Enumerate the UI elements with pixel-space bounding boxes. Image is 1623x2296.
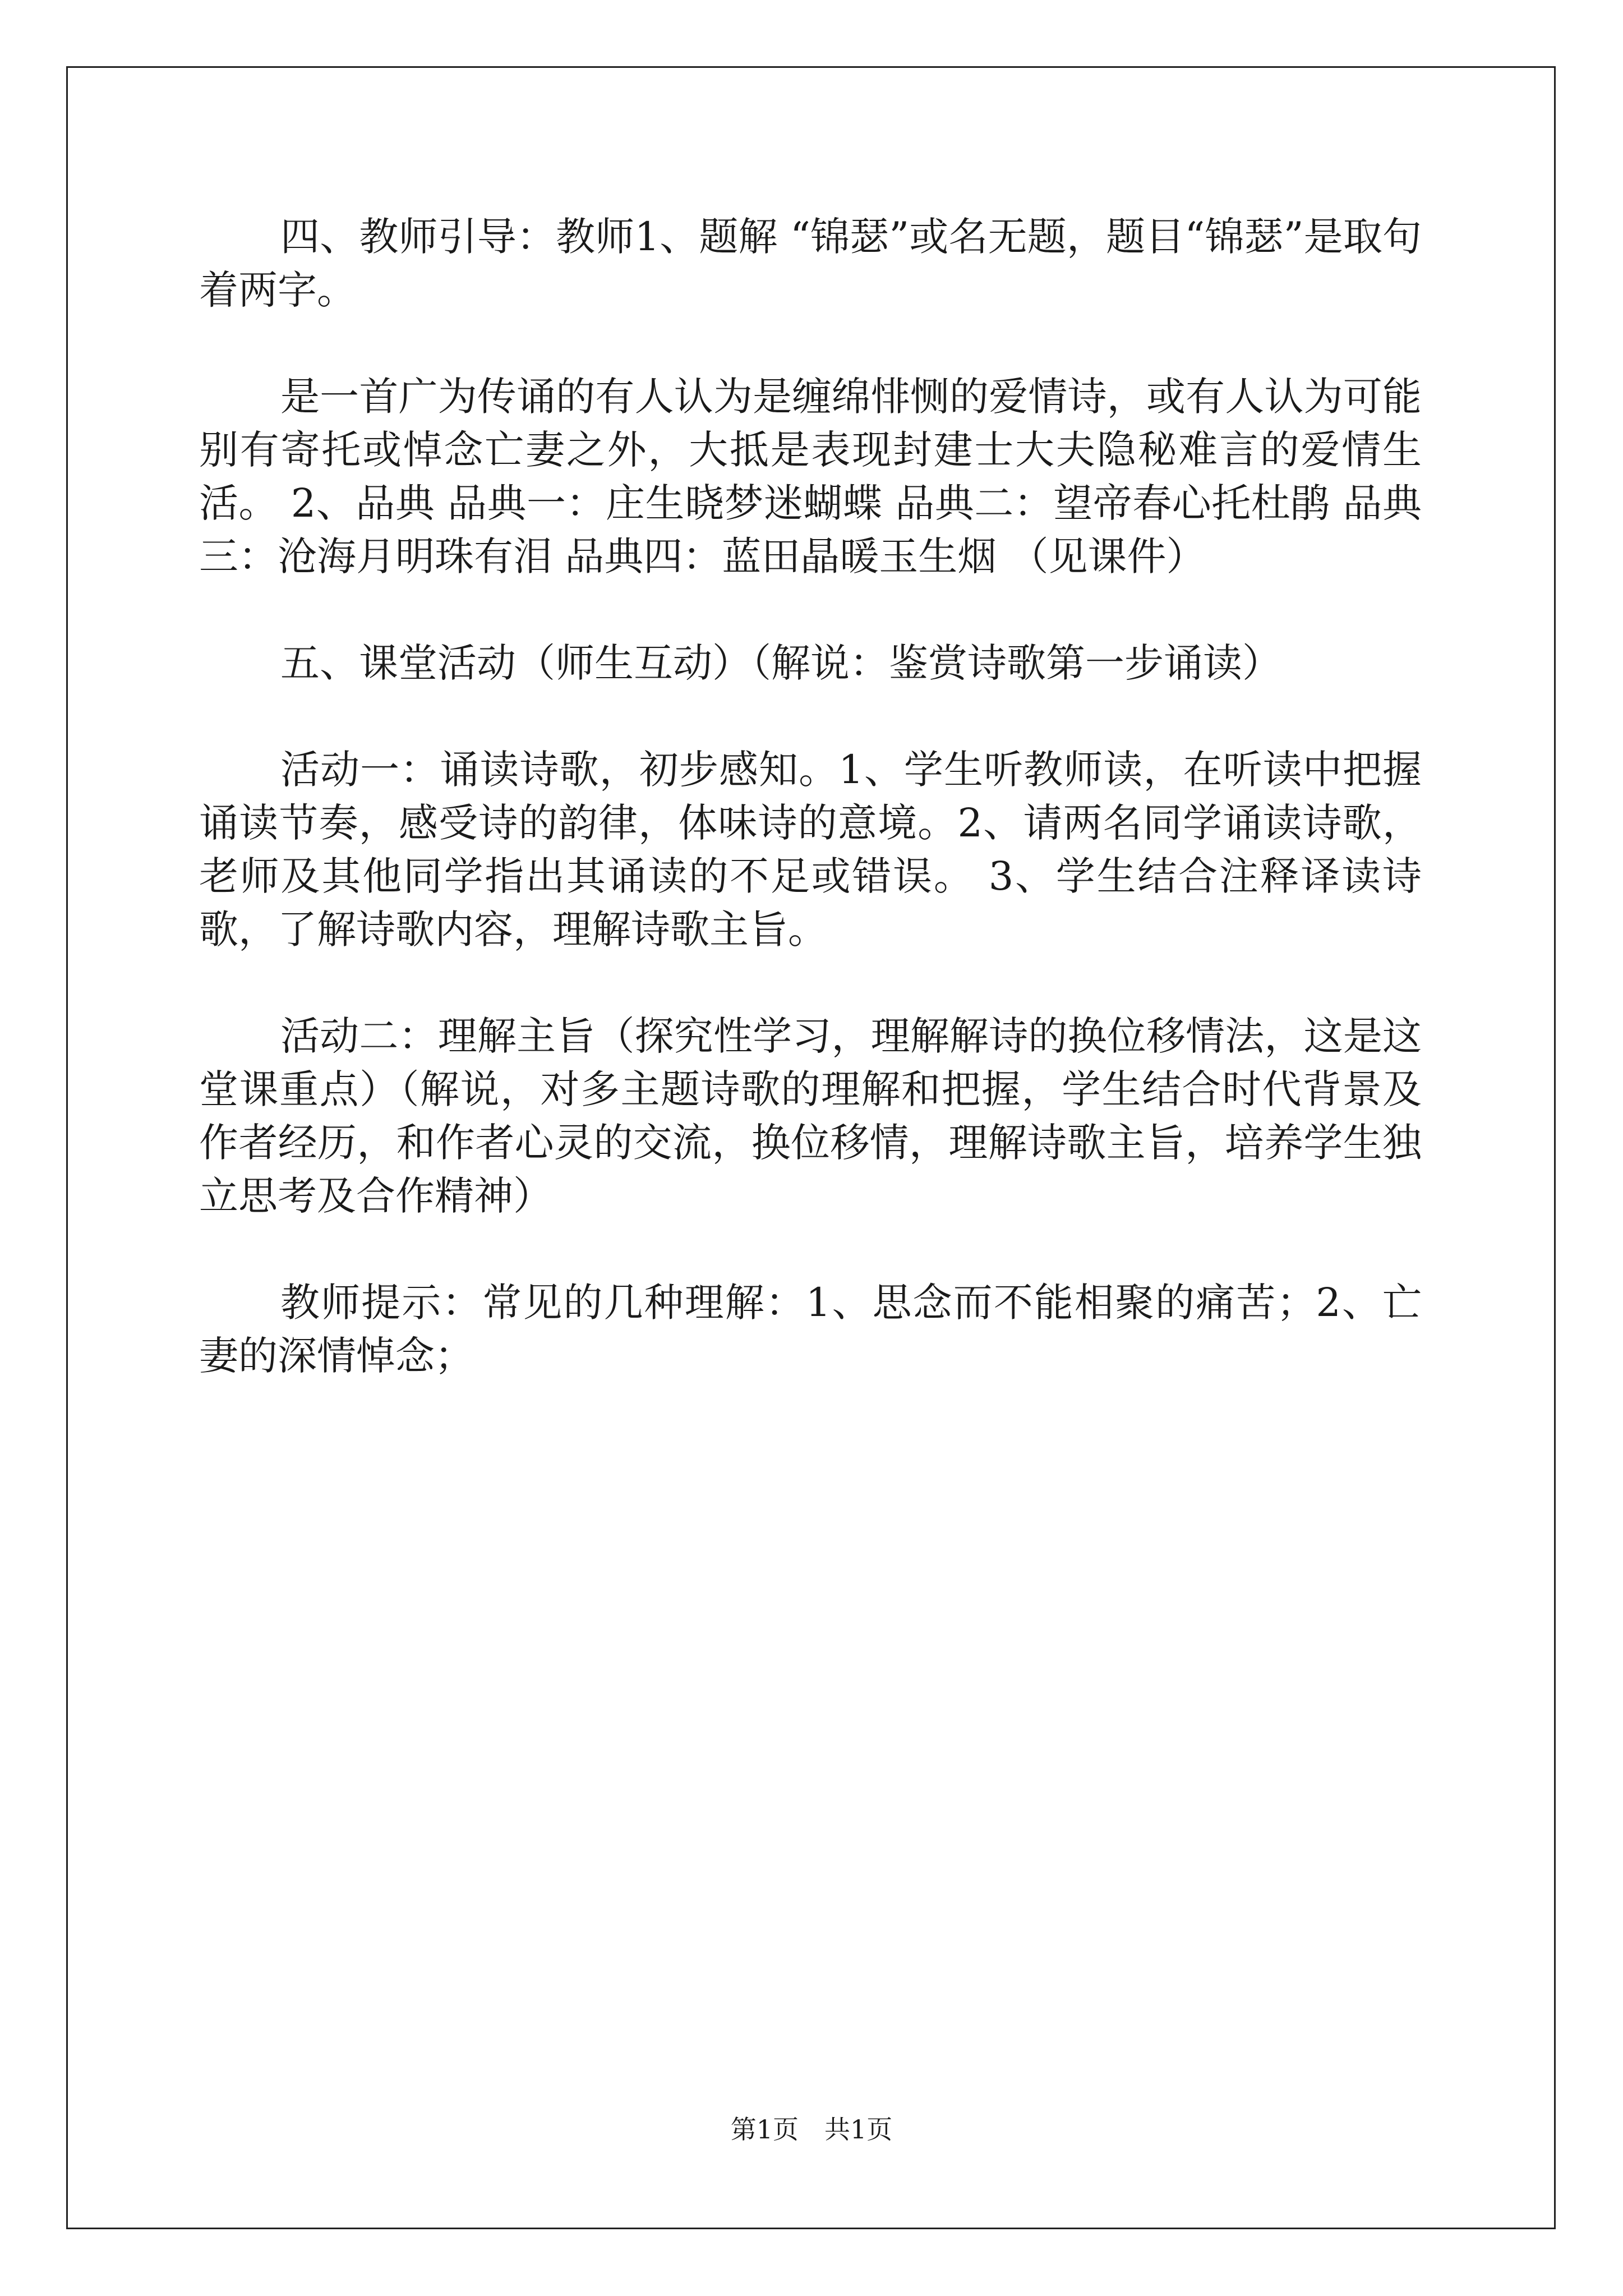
paragraph-poem-theme: 是一首广为传诵的有人认为是缠绵悱恻的爱情诗，或有人认为可能别有寄托或悼念亡妻之外，大抵是表现封建士大夫隐秘难言的爱情生活。 2、品典 品典一：庄生晓梦迷蝴蝶 品典二：望帝春心托杜鹃 品典三：沧海月明珠有泪 品典四：蓝田晶暖玉生烟 （见课件） [199,374,1422,579]
page-footer [0,2109,1623,2146]
document-body [199,210,1422,1383]
page-number-total: 共1页 [824,2114,893,2145]
paragraph-teacher-guidance: 四、教师引导：教师1、题解 “锦瑟”或名无题，题目“锦瑟”是取句着两字。 [199,214,1422,313]
paragraph-activity-one: 活动一：诵读诗歌，初步感知。1、学生听教师读，在听读中把握诵读节奏，感受诗的韵律，体味诗的意境。2、请两名同学诵读诗歌，老师及其他同学指出其诵读的不足或错误。 3、学生结合注释译读诗歌，了解诗歌内容，理解诗歌主旨。 [199,747,1422,953]
paragraph-class-activity: 五、课堂活动（师生互动）（解说：鉴赏诗歌第一步诵读） [280,640,1281,686]
paragraph-teacher-tips: 教师提示：常见的几种理解：1、思念而不能相聚的痛苦；2、亡妻的深情悼念； [199,1280,1422,1379]
paragraph-activity-two: 活动二：理解主旨（探究性学习，理解解诗的换位移情法，这是这堂课重点）（解说，对多主题诗歌的理解和把握，学生结合时代背景及作者经历，和作者心灵的交流，换位移情，理解诗歌主旨，培养学生独立思考及合作精神） [199,1013,1422,1219]
page-number-current: 第1页 [730,2114,799,2145]
